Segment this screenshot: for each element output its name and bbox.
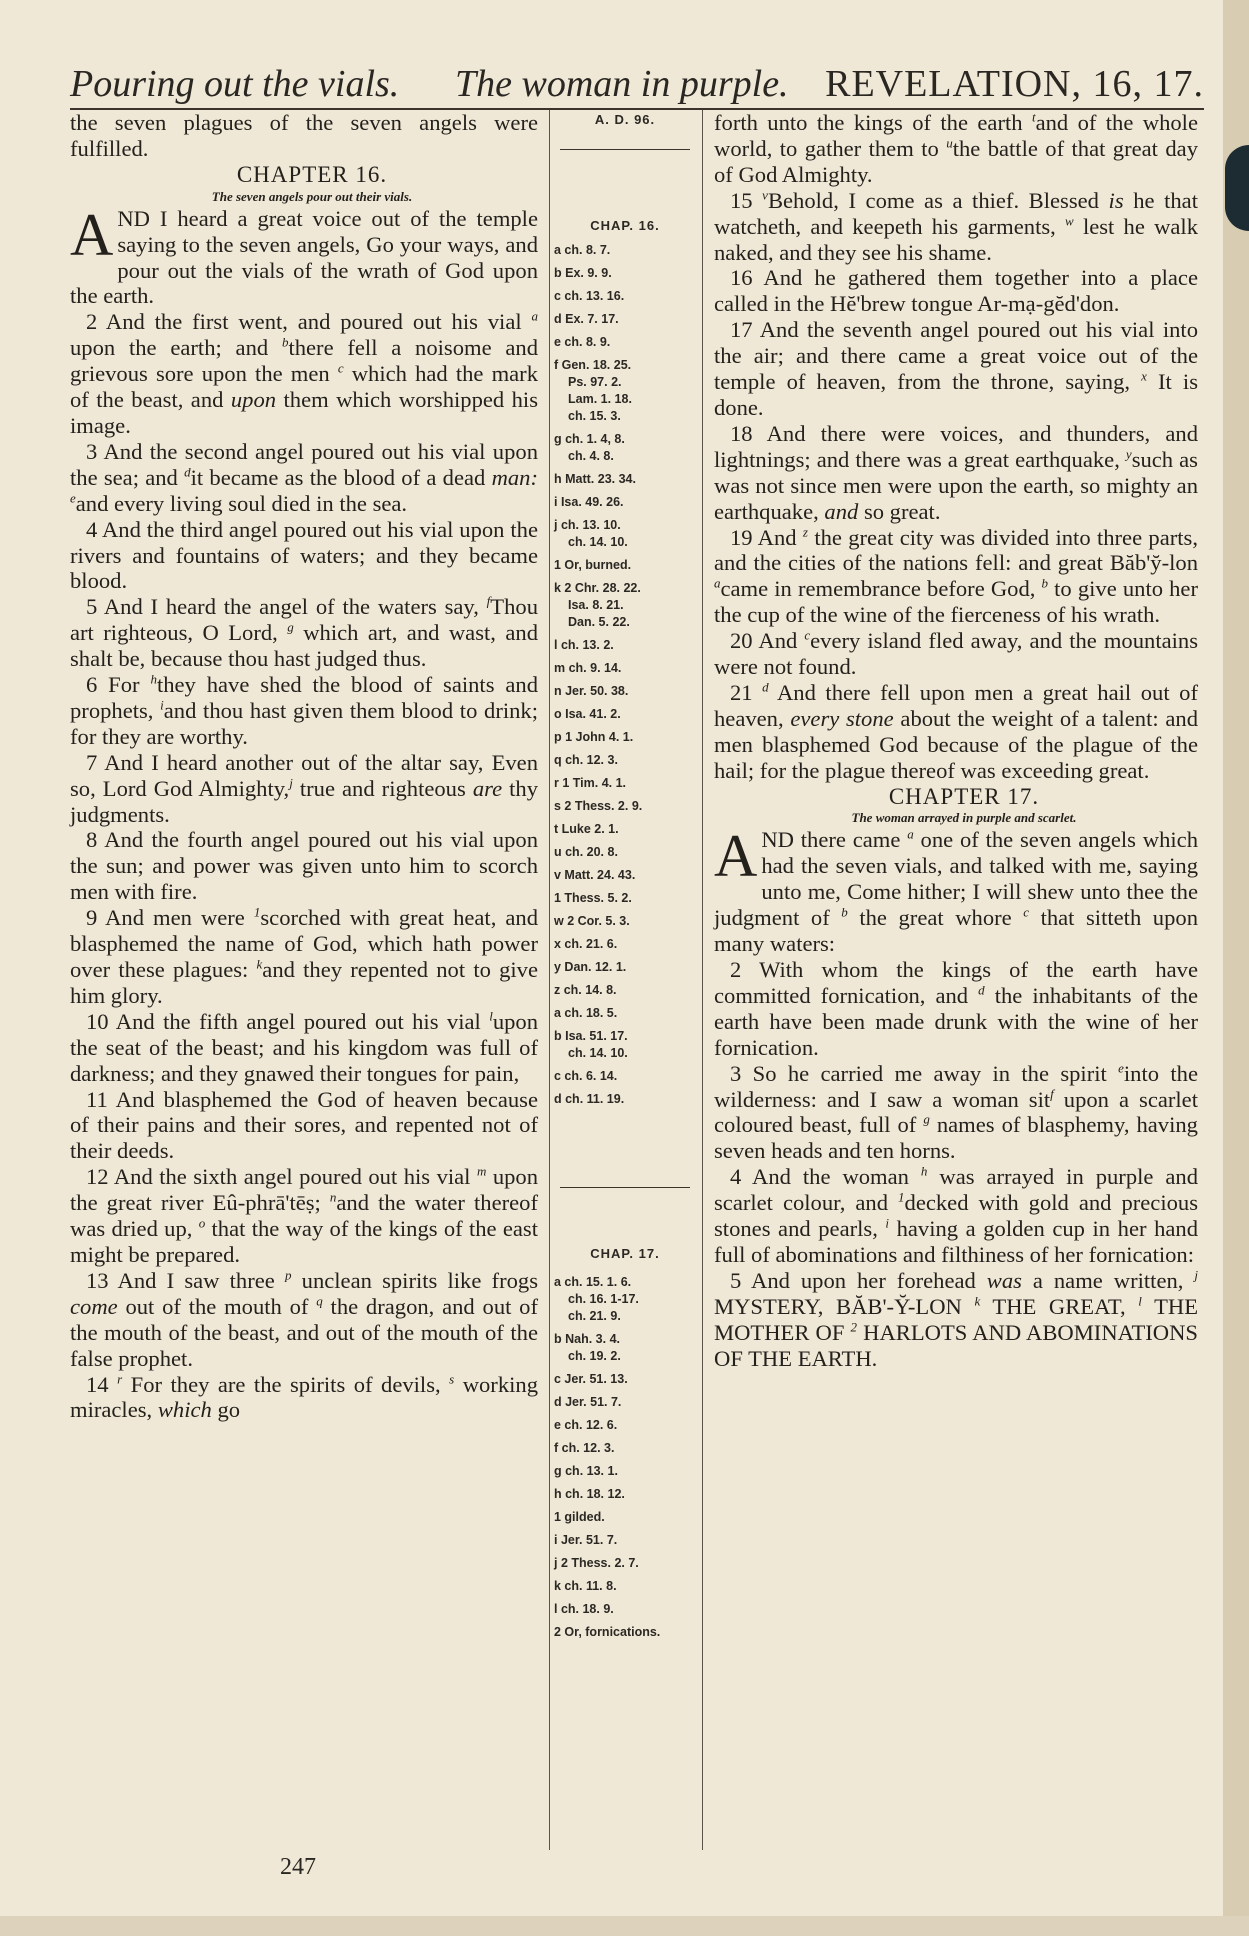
verse-16-5: 5 And I heard the angel of the waters say, $^f$Thou art righteous, O Lord, $^g$ which art, and wast, and shalt be, because thou hast judged thus. (70, 593, 538, 672)
chap16-ref-31: w 2 Cor. 5. 3. (554, 914, 630, 928)
chap17-ref-3: b Nah. 3. 4. (554, 1332, 620, 1346)
year-label: A. D. 96. (594, 112, 656, 127)
chap16-ref-23: p 1 John 4. 1. (554, 730, 634, 744)
text-column-right (714, 110, 1198, 1372)
chap-17-reference-head: CHAP. 17. (590, 1246, 660, 1261)
verse-continuation: the seven plagues of the seven angels were fulfilled. (70, 110, 538, 161)
chap16-ref-25: r 1 Tim. 4. 1. (554, 776, 627, 790)
chap17-ref-8: f ch. 12. 3. (554, 1441, 615, 1455)
chap16-ref-13: j ch. 13. 10. (554, 518, 621, 532)
verse-16-18: 18 And there were voices, and thunders, and lightnings; and there was a great earthquake, $^y$such as was not since men were upon the earth, so mighty an earthquake, and so great. (714, 420, 1198, 524)
chap17-ref-13: j 2 Thess. 2. 7. (554, 1556, 639, 1570)
chap16-ref-35: a ch. 18. 5. (554, 1006, 618, 1020)
chap17-ref-10: h ch. 18. 12. (554, 1487, 625, 1501)
chap16-ref-10: ch. 4. 8. (568, 449, 614, 463)
drop-cap: A (70, 201, 114, 268)
chapter-16-summary: The seven angels pour out their vials. (211, 188, 413, 204)
verse-17-4: 4 And the woman $^h$ was arrayed in purple and scarlet colour, and $^1$decked with gold and precious stones and pearls, $^i$ having a golden cup in her hand full of abominations and filthiness of her fornication: (714, 1163, 1199, 1267)
verse-16-11: 11 And blasphemed the God of heaven because of their pains and their sores, and repented not of their deeds. (70, 1086, 538, 1164)
chap17-ref-1: ch. 16. 1-17. (568, 1292, 639, 1306)
verse-16-9: 9 And men were $^1$scorched with great heat, and blasphemed the name of God, which hath power over these plagues: $^k$and they repented not to give him glory. (70, 904, 539, 1008)
verse-16-17: 17 And the seventh angel poured out his vial into the air; and there came a great voice out of the temple of heaven, from the throne, saying, $^x$ It is done. (714, 317, 1198, 420)
chap16-ref-14: ch. 14. 10. (568, 535, 628, 549)
chap16-ref-3: d Ex. 7. 17. (554, 312, 619, 326)
chap16-ref-32: x ch. 21. 6. (554, 937, 618, 951)
chap16-ref-33: y Dan. 12. 1. (554, 960, 627, 974)
verse-16-13: 13 And I saw three $^p$ unclean spirits like frogs come out of the mouth of $^q$ the dragon, and out of the mouth of the beast, and out of the mouth of the false prophet. (70, 1267, 538, 1371)
chap16-ref-1: b Ex. 9. 9. (554, 266, 612, 280)
verse-17-5: 5 And upon her forehead was a name written, $^j$ MYSTERY, BĂB'-Y̆-LON $^k$ THE GREAT, $^l$ THE MOTHER OF $^2$ HARLOTS AND ABOMINATIONS OF THE EARTH. (714, 1267, 1198, 1371)
chap16-ref-0: a ch. 8. 7. (554, 243, 611, 257)
chap17-ref-5: c Jer. 51. 13. (554, 1372, 628, 1386)
chap16-ref-2: c ch. 13. 16. (554, 289, 625, 303)
chap17-ref-15: l ch. 18. 9. (554, 1602, 614, 1616)
chap16-ref-15: 1 Or, burned. (554, 558, 632, 572)
chap-16-reference-list (554, 243, 696, 1107)
verse-16-4: 4 And the third angel poured out his vial upon the rivers and fountains of waters; and they became blood. (70, 516, 538, 594)
chap17-ref-6: d Jer. 51. 7. (554, 1395, 622, 1409)
chap16-ref-29: v Matt. 24. 43. (554, 868, 636, 882)
chap16-ref-18: Dan. 5. 22. (568, 615, 630, 629)
chapter-17-summary: The woman arrayed in purple and scarlet. (851, 810, 1077, 826)
page-edge-right (1223, 0, 1249, 1936)
chap16-ref-19: l ch. 13. 2. (554, 638, 614, 652)
verse-16-7: 7 And I heard another out of the altar say, Even so, Lord God Almighty,$^j$ true and righteous are thy judgments. (70, 749, 538, 827)
column-rule-right (702, 110, 703, 1850)
chap16-ref-6: Ps. 97. 2. (568, 375, 622, 389)
header-middle-title: The woman in purple. (455, 63, 789, 105)
chap16-ref-5: f Gen. 18. 25. (554, 358, 632, 372)
chap-17-reference-list (554, 1275, 696, 1640)
column-rule-left (549, 110, 550, 1850)
verse-16-12: 12 And the sixth angel poured out his vial $^m$ upon the great river Eû-phrā'tēṣ; $^n$and the water thereof was dried up, $^o$ that the way of the kings of the east might be prepared. (70, 1163, 539, 1267)
header-book-chapter: REVELATION, 16, 17. (825, 63, 1204, 105)
drop-cap: A (714, 823, 758, 890)
cross-reference-column (554, 112, 696, 1642)
verse-17-1: AND there came $^a$ one of the seven angels which had the seven vials, and talked with me, saying unto me, Come hither; I will shew unto thee the judgment of $^b$ the great whore $^c$ that sitteth upon many waters: (714, 823, 1198, 957)
chap16-ref-11: h Matt. 23. 34. (554, 472, 636, 486)
chap17-ref-7: e ch. 12. 6. (554, 1418, 618, 1432)
chap17-ref-11: 1 gilded. (554, 1510, 605, 1524)
verse-16-14-continued: forth unto the kings of the earth $^t$and of the whole world, to gather them to $^u$the battle of that great day of God Almighty. (714, 109, 1198, 187)
verse-17-2: 2 With whom the kings of the earth have committed fornication, and $^d$ the inhabitants of the earth have been made drunk with the wine of her fornication. (714, 957, 1198, 1060)
chap16-ref-37: ch. 14. 10. (568, 1046, 628, 1060)
running-header (70, 58, 1204, 110)
verse-16-16: 16 And he gathered them together into a place called in the Hĕ'brew tongue Ar-mạ-gĕd'don. (714, 265, 1198, 317)
verse-16-19: 19 And $^z$ the great city was divided into three parts, and the cities of the nations fell: and great Băb'y̆-lon $^a$came in remembrance before God, $^b$ to give unto her the cup of the wine of the fierceness of his wrath. (714, 523, 1199, 628)
chap16-ref-8: ch. 15. 3. (568, 409, 621, 423)
thumb-index-tab (1225, 145, 1249, 231)
chap16-ref-7: Lam. 1. 18. (568, 392, 632, 406)
chap16-ref-38: c ch. 6. 14. (554, 1069, 618, 1083)
chap16-ref-20: m ch. 9. 14. (554, 661, 622, 675)
verse-16-15: 15 $^v$Behold, I come as a thief. Blessed is he that watcheth, and keepeth his garments, $^w$ lest he walk naked, and they see his shame. (714, 187, 1199, 265)
verse-16-8: 8 And the fourth angel poured out his vial upon the sun; and power was given unto him to scorch men with fire. (70, 827, 538, 905)
chap16-ref-26: s 2 Thess. 2. 9. (554, 799, 643, 813)
chap16-ref-34: z ch. 14. 8. (554, 983, 617, 997)
verse-16-10: 10 And the fifth angel poured out his vial $^l$upon the seat of the beast; and his kingdom was full of darkness; and they gnawed their tongues for pain, (70, 1008, 538, 1086)
chap17-ref-9: g ch. 13. 1. (554, 1464, 618, 1478)
chap16-ref-27: t Luke 2. 1. (554, 822, 619, 836)
verse-16-20: 20 And $^c$every island fled away, and the mountains were not found. (714, 627, 1198, 680)
chap16-ref-21: n Jer. 50. 38. (554, 684, 629, 698)
chap17-ref-4: ch. 19. 2. (568, 1349, 621, 1363)
verse-16-14: 14 $^r$ For they are the spirits of devils, $^s$ working miracles, which go (70, 1370, 538, 1423)
chap17-ref-12: i Jer. 51. 7. (554, 1533, 618, 1547)
verse-16-1: AND I heard a great voice out of the temple saying to the seven angels, Go your ways, and pour out the vials of the wrath of God upon the earth. (70, 201, 538, 309)
chap16-ref-17: Isa. 8. 21. (568, 598, 624, 612)
verse-16-2: 2 And the first went, and poured out his vial $^a$ upon the earth; and $^b$there fell a noisome and grievous sore upon the men $^c$ which had the mark of the beast, and upon them which worshipped his image. (70, 308, 538, 438)
verse-16-3: 3 And the second angel poured out his vial upon the sea; and $^d$it became as the blood of a dead man: $^e$and every living soul died in the sea. (70, 438, 538, 516)
chap16-ref-39: d ch. 11. 19. (554, 1092, 625, 1106)
chap16-ref-12: i Isa. 49. 26. (554, 495, 624, 509)
chap16-ref-22: o Isa. 41. 2. (554, 707, 621, 721)
chap-16-reference-head: CHAP. 16. (590, 218, 660, 233)
verse-16-6: 6 For $^h$they have shed the blood of saints and prophets, $^i$and thou hast given them blood to drink; for they are worthy. (70, 671, 539, 749)
page-number: 247 (280, 1854, 316, 1880)
chap16-ref-24: q ch. 12. 3. (554, 753, 618, 767)
chap17-ref-0: a ch. 15. 1. 6. (554, 1275, 632, 1289)
chapter-16-title: CHAPTER 16. (236, 161, 388, 187)
chap16-ref-4: e ch. 8. 9. (554, 335, 611, 349)
chap16-ref-36: b Isa. 51. 17. (554, 1029, 628, 1043)
verse-17-3: 3 So he carried me away in the spirit $^e$into the wilderness: and I saw a woman sit$^f$ upon a scarlet coloured beast, full of $^g$ names of blasphemy, having seven heads and ten horns. (714, 1060, 1198, 1164)
chapter-17-title: CHAPTER 17. (888, 783, 1040, 809)
chap16-ref-16: k 2 Chr. 28. 22. (554, 581, 641, 595)
chap16-ref-28: u ch. 20. 8. (554, 845, 618, 859)
chap16-ref-9: g ch. 1. 4, 8. (554, 432, 625, 446)
text-column-left (70, 110, 538, 1423)
header-left-title: Pouring out the vials. (70, 63, 400, 105)
page-edge-bottom (0, 1916, 1249, 1936)
verse-16-21: 21 $^d$ And there fell upon men a great hail out of heaven, every stone about the weight of a talent: and men blasphemed God because of the plague of the hail; for the plague thereof was exceeding great. (714, 679, 1198, 783)
chap17-ref-14: k ch. 11. 8. (554, 1579, 617, 1593)
chap17-ref-2: ch. 21. 9. (568, 1309, 621, 1323)
chap17-ref-16: 2 Or, fornications. (554, 1625, 661, 1639)
chap16-ref-30: 1 Thess. 5. 2. (554, 891, 632, 905)
